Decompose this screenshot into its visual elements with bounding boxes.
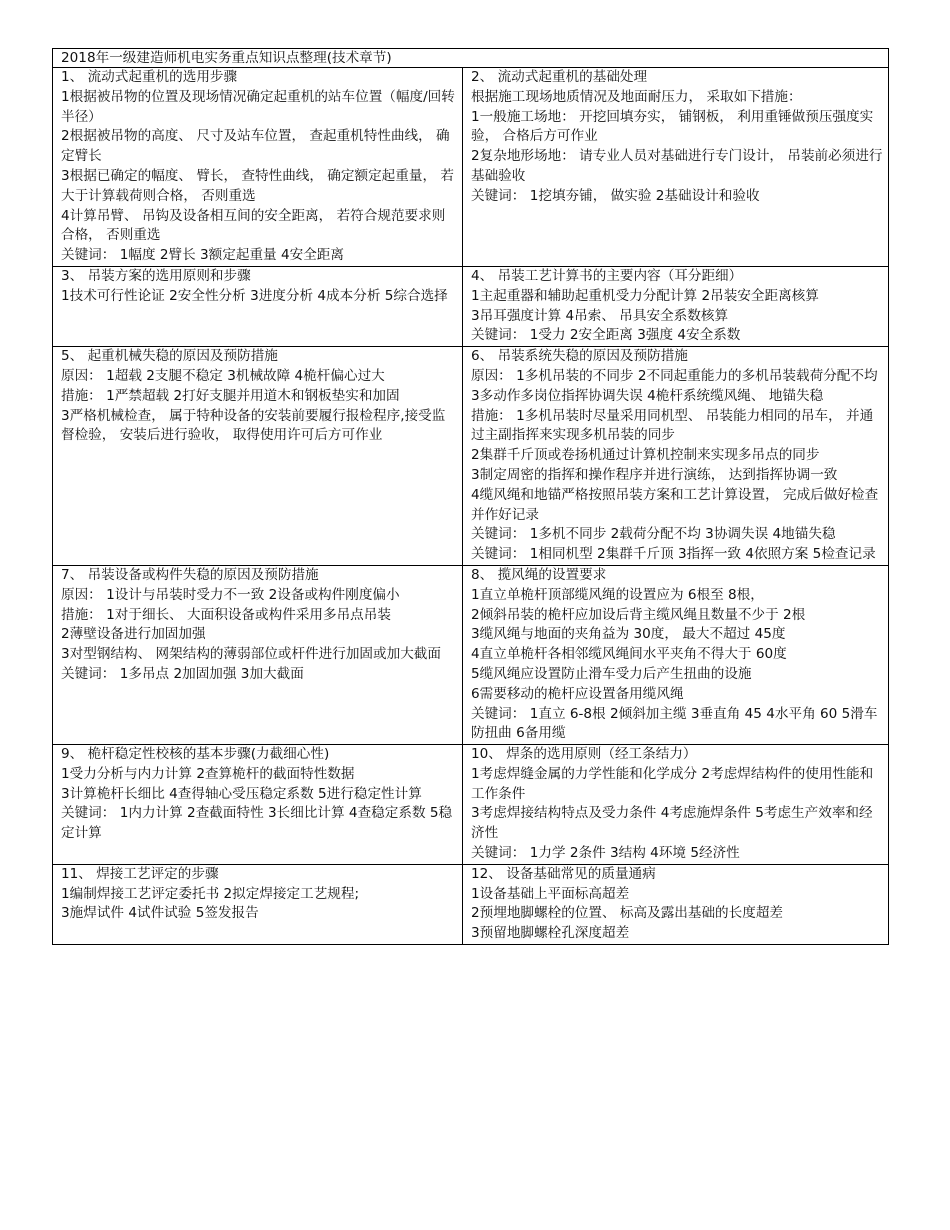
knowledge-point-cell [463,347,889,566]
section-heading: 10、 焊条的选用原则（经工条结力） [471,746,697,763]
keywords-line: 关键词： 1多机不同步 2载荷分配不均 3协调失误 4地锚失稳 [471,526,836,543]
content-line: 2根据被吊物的高度、 尺寸及站车位置， 查起重机特性曲线， 确定臂长 [61,128,450,165]
keywords-line: 关键词： 1多吊点 2加固加强 3加大截面 [61,665,304,682]
content-line: 1直立单桅杆顶部缆风绳的设置应为 6根至 8根， [471,586,764,603]
knowledge-point-cell [463,68,889,267]
table-row [53,745,889,865]
content-line: 原因： 1设计与吊装时受力不一致 2设备或构件刚度偏小 [61,586,400,603]
content-line: 3制定周密的指挥和操作程序并进行演练， 达到指挥协调一致 [471,466,838,483]
content-line: 原因： 1多机吊装的不同步 2不同起重能力的多机吊装载荷分配不均 [471,367,878,384]
content-line: 2集群千斤顶或卷扬机通过计算机控制来实现多吊点的同步 [471,447,820,464]
knowledge-point-cell [53,266,463,346]
content-line: 3多动作多岗位指挥协调失误 4桅杆系统缆风绳、 地锚失稳 [471,387,824,404]
keywords-line: 关键词： 1受力 2安全距离 3强度 4安全系数 [471,327,741,344]
section-heading: 8、 揽风绳的设置要求 [471,566,607,583]
content-line: 1根据被吊物的位置及现场情况确定起重机的站车位置（幅度/回转半径） [61,88,455,125]
document-title: 2018年一级建造师机电实务重点知识点整理(技术章节) [53,49,889,68]
content-line: 措施： 1多机吊装时尽量采用同机型、 吊装能力相同的吊车， 并通过主副指挥来实现多机吊装的同步 [471,407,874,444]
section-heading: 2、 流动式起重机的基础处理 [471,69,648,85]
content-line: 1受力分析与内力计算 2查算桅杆的截面特性数据 [61,765,355,782]
knowledge-point-cell [53,347,463,566]
content-line: 1编制焊接工艺评定委托书 2拟定焊接定工艺规程; [61,885,360,902]
content-line: 3严格机械检查， 属于特种设备的安装前要履行报检程序,接受监督检验， 安装后进行验收， 取得使用许可后方可作业 [61,407,446,444]
table-row [53,565,889,744]
table-row [53,68,889,267]
content-line: 1技术可行性论证 2安全性分析 3进度分析 4成本分析 5综合选择 [61,287,448,304]
section-heading: 9、 桅杆稳定性校核的基本步骤(力截细心性) [61,746,330,763]
content-line: 4计算吊臂、 吊钩及设备相互间的安全距离， 若符合规范要求则合格， 否则重选 [61,207,446,244]
content-line: 3吊耳强度计算 4吊索、 吊具安全系数核算 [471,307,729,324]
content-line: 2薄壁设备进行加固加强 [61,626,206,643]
content-line: 4直立单桅杆各相邻缆风绳间水平夹角不得大于 60度 [471,646,787,663]
content-line: 1一般施工场地： 开挖回填夯实， 铺钢板， 利用重锤做预压强度实验， 合格后方可作业 [471,108,874,145]
keywords-line: 关键词： 1幅度 2臂长 3额定起重量 4安全距离 [61,247,344,264]
section-heading: 4、 吊装工艺计算书的主要内容（耳分距细） [471,267,743,284]
content-line: 6需要移动的桅杆应设置备用缆风绳 [471,685,684,702]
content-line: 1主起重器和辅助起重机受力分配计算 2吊装安全距离核算 [471,287,819,304]
keywords-line: 关键词： 1相同机型 2集群千斤顶 3指挥一致 4依照方案 5检查记录 [471,546,876,563]
content-line: 3施焊试件 4试件试验 5签发报告 [61,905,259,922]
keywords-line: 关键词： 1力学 2条件 3结构 4环境 5经济性 [471,845,740,862]
keywords-line: 关键词： 1内力计算 2查截面特性 3长细比计算 4查稳定系数 5稳定计算 [61,805,453,842]
title-row [53,49,889,68]
knowledge-point-cell [463,565,889,744]
section-heading: 12、 设备基础常见的质量通病 [471,865,656,882]
content-line: 3根据已确定的幅度、 臂长， 查特性曲线， 确定额定起重量， 若大于计算载荷则合格， 否则重选 [61,167,454,204]
content-line: 5缆风绳应设置防止滑车受力后产生扭曲的设施 [471,665,752,682]
table-row [53,347,889,566]
content-line: 措施： 1对于细长、 大面积设备或构件采用多吊点吊装 [61,606,391,623]
content-line: 2倾斜吊装的桅杆应加设后背主缆风绳且数量不少于 2根 [471,606,806,623]
table-row [53,864,889,944]
knowledge-point-cell [463,745,889,865]
knowledge-point-cell [53,565,463,744]
section-heading: 11、 焊接工艺评定的步骤 [61,865,219,882]
content-line: 3对型钢结构、 网架结构的薄弱部位或杆件进行加固或加大截面 [61,646,441,663]
table-row [53,266,889,346]
content-line: 原因： 1超载 2支腿不稳定 3机械故障 4桅杆偏心过大 [61,367,385,384]
content-line: 3预留地脚螺栓孔深度超差 [471,925,630,942]
content-line: 2预埋地脚螺栓的位置、 标高及露出基础的长度超差 [471,905,784,922]
knowledge-point-cell [53,745,463,865]
knowledge-point-cell [53,68,463,267]
section-heading: 7、 吊装设备或构件失稳的原因及预防措施 [61,566,319,583]
keywords-line: 关键词： 1直立 6-8根 2倾斜加主缆 3垂直角 45 4水平角 60 5滑车防扭曲 6备用缆 [471,705,878,742]
content-line: 3考虑焊接结构特点及受力条件 4考虑施焊条件 5考虑生产效率和经济性 [471,805,873,842]
content-line: 4缆风绳和地锚严格按照吊装方案和工艺计算设置， 完成后做好检查并作好记录 [471,486,879,523]
content-line: 3缆风绳与地面的夹角益为 30度， 最大不超过 45度 [471,626,786,643]
knowledge-point-cell [463,864,889,944]
section-heading: 6、 吊装系统失稳的原因及预防措施 [471,348,688,365]
content-line: 根据施工现场地质情况及地面耐压力， 采取如下措施： [471,88,802,105]
knowledge-point-cell [463,266,889,346]
content-line: 措施： 1严禁超载 2打好支腿并用道木和钢板垫实和加固 [61,387,400,404]
content-line: 2复杂地形场地： 请专业人员对基础进行专门设计， 吊装前必须进行基础验收 [471,148,883,184]
knowledge-point-cell [53,864,463,944]
section-heading: 3、 吊装方案的选用原则和步骤 [61,267,251,284]
content-line: 1考虑焊缝金属的力学性能和化学成分 2考虑焊结构件的使用性能和工作条件 [471,765,874,802]
keywords-line: 关键词： 1挖填夯铺， 做实验 2基础设计和验收 [471,187,760,204]
section-heading: 5、 起重机械失稳的原因及预防措施 [61,348,278,365]
content-line: 3计算桅杆长细比 4查得轴心受压稳定系数 5进行稳定性计算 [61,785,422,802]
content-line: 1设备基础上平面标高超差 [471,885,630,902]
section-heading: 1、 流动式起重机的选用步骤 [61,69,238,85]
knowledge-table [52,48,889,945]
